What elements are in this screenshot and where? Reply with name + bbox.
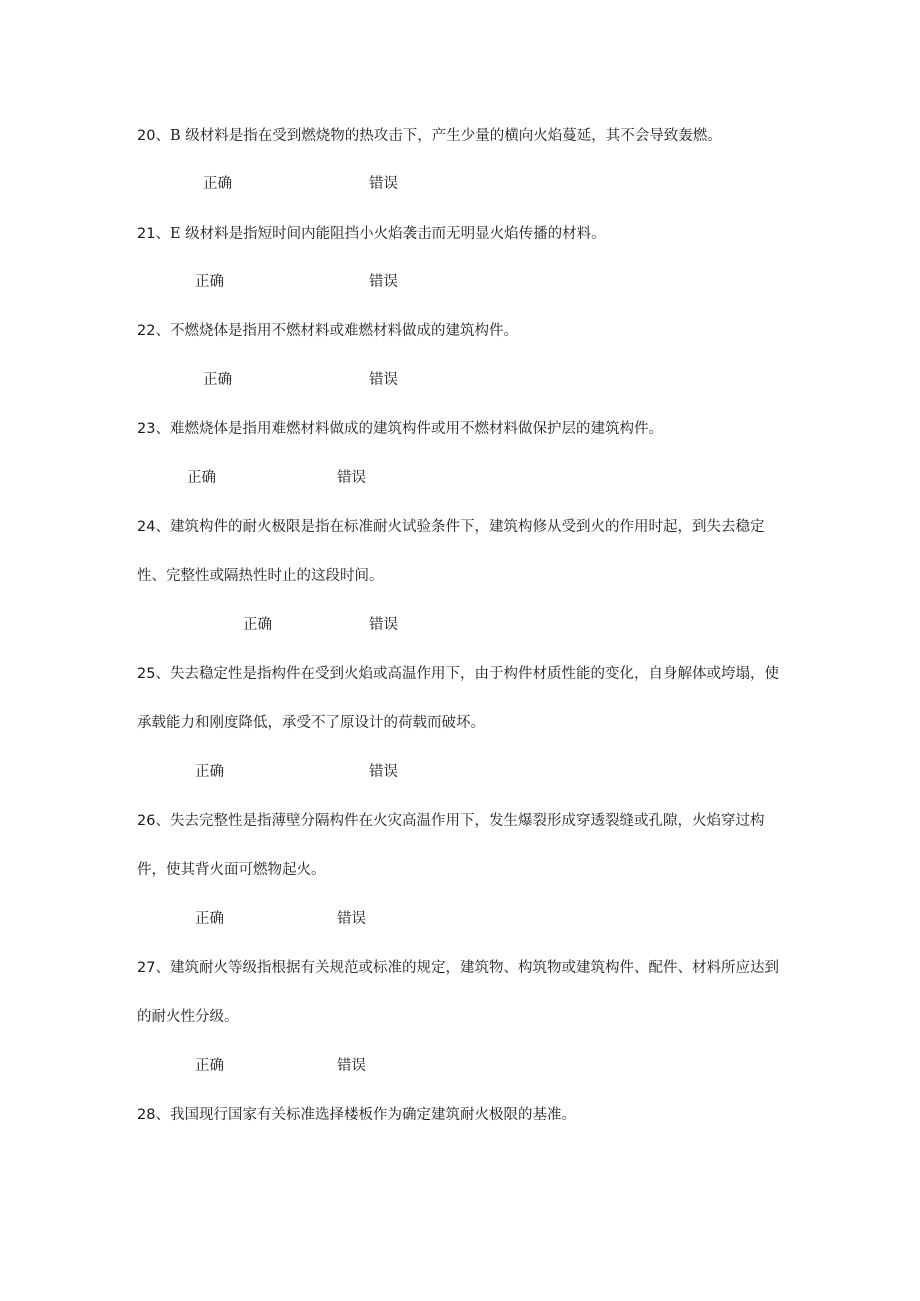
question-text: 建筑构件的耐火极限是指在标准耐火试验条件下，建筑构修从受到火的作用时起，到失去稳定性、完整性或隔热性时止的这段时间。 (137, 519, 765, 584)
question-21 (137, 210, 787, 259)
option-false[interactable]: 错误 (369, 372, 398, 388)
question-number: 27、 (137, 960, 170, 976)
question-number: 23、 (137, 421, 170, 437)
question-23 (137, 405, 787, 454)
question-text: E 级材料是指短时间内能阻挡小火焰袭击而无明显火焰传播的材料。 (169, 226, 606, 242)
question-number: 24、 (137, 519, 170, 535)
question-text: 难燃烧体是指用难燃材料做成的建筑构件或用不燃材料做保护层的建筑构件。 (169, 421, 663, 437)
question-20 (137, 112, 787, 161)
option-true[interactable]: 正确 (195, 274, 224, 290)
option-true[interactable]: 正确 (195, 1058, 224, 1074)
question-24 (137, 503, 787, 601)
question-26 (137, 797, 787, 895)
question-number: 26、 (137, 813, 170, 829)
question-number: 25、 (137, 666, 170, 682)
question-number: 21、 (137, 226, 170, 242)
option-true[interactable]: 正确 (243, 617, 272, 633)
option-false[interactable]: 错误 (369, 176, 398, 192)
option-true[interactable]: 正确 (187, 470, 216, 486)
question-text: 失去完整性是指薄壁分隔构件在火灾高温作用下，发生爆裂形成穿透裂缝或孔隙，火焰穿过构件，使其背火面可燃物起火。 (137, 813, 765, 878)
option-true[interactable]: 正确 (203, 176, 232, 192)
question-number: 22、 (137, 323, 170, 339)
option-false[interactable]: 错误 (337, 1058, 366, 1074)
option-false[interactable]: 错误 (337, 911, 366, 927)
option-false[interactable]: 错误 (337, 470, 366, 486)
question-text: 不燃烧体是指用不燃材料或难燃材料做成的建筑构件。 (169, 323, 518, 339)
question-25 (137, 650, 787, 748)
question-27 (137, 944, 787, 1042)
question-22 (137, 307, 787, 356)
question-number: 20、 (137, 128, 170, 144)
option-false[interactable]: 错误 (369, 764, 398, 780)
question-text: 建筑耐火等级指根据有关规范或标准的规定，建筑物、构筑物或建筑构件、配件、材料所应达到的耐火性分级。 (137, 960, 779, 1025)
option-true[interactable]: 正确 (195, 911, 224, 927)
option-false[interactable]: 错误 (369, 274, 398, 290)
question-text: B 级材料是指在受到燃烧物的热攻击下，产生少量的横向火焰蔓延，其不会导致轰燃。 (169, 128, 722, 144)
question-28 (137, 1091, 787, 1140)
question-number: 28、 (137, 1107, 170, 1123)
option-true[interactable]: 正确 (195, 764, 224, 780)
question-text: 失去稳定性是指构件在受到火焰或高温作用下，由于构件材质性能的变化，自身解体或垮塌，使承载能力和刚度降低，承受不了原设计的荷载而破坏。 (137, 666, 779, 731)
question-text: 我国现行国家有关标准选择楼板作为确定建筑耐火极限的基准。 (169, 1107, 576, 1123)
option-true[interactable]: 正确 (203, 372, 232, 388)
option-false[interactable]: 错误 (369, 617, 398, 633)
